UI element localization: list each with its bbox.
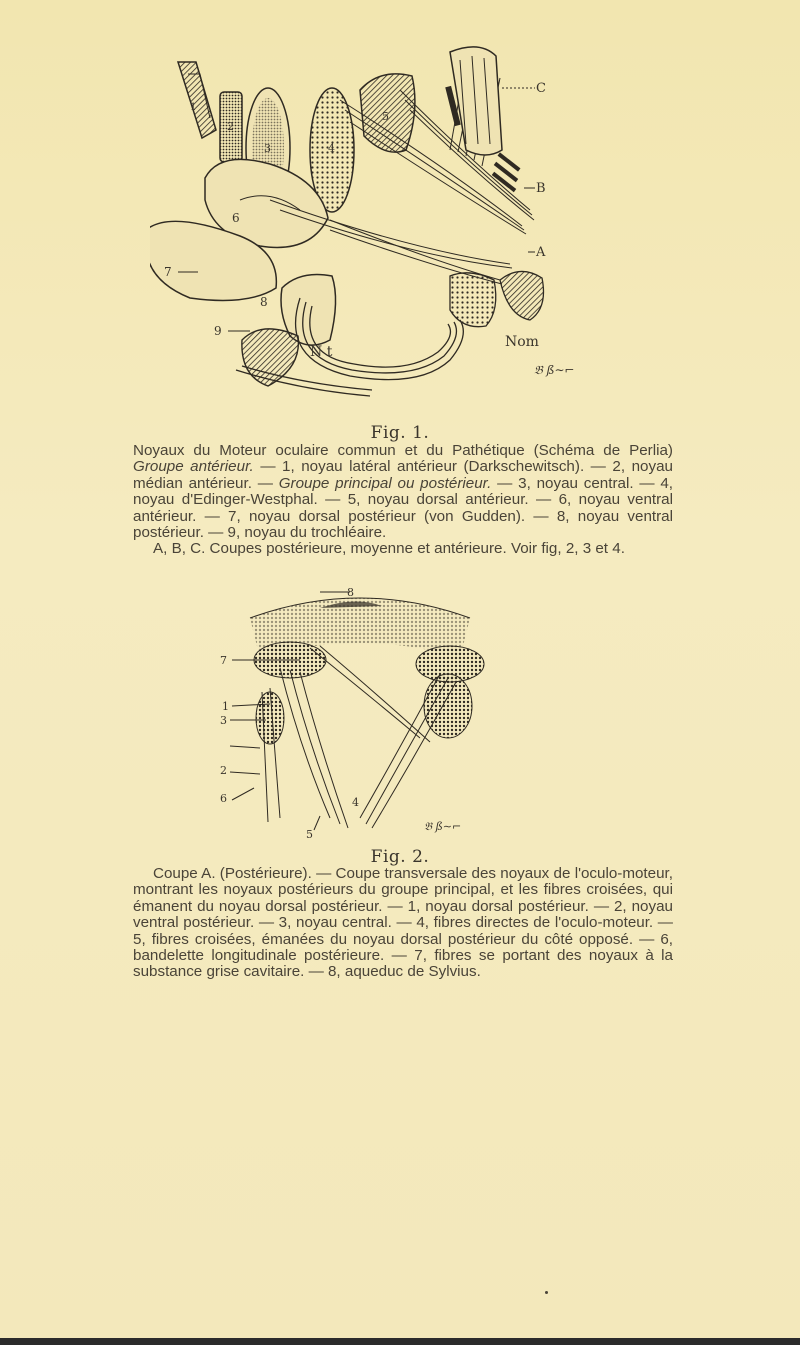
figure-2-caption	[133, 866, 673, 981]
fig1-label-8: 8	[260, 295, 268, 309]
nucleus-right-lower	[450, 271, 544, 326]
fig1-label-nom: Nom	[505, 334, 539, 350]
figure-1-title: Fig. 1.	[370, 423, 430, 443]
fig1-label-2: 2	[227, 120, 234, 133]
figure-2-title: Fig. 2.	[370, 847, 430, 867]
fig2-label-4: 4	[352, 796, 359, 809]
fig1-caption-groupe-post: Groupe principal ou postérieur.	[278, 474, 492, 492]
fig1-label-7: 7	[164, 265, 172, 279]
fig1-label-nt: N t	[310, 344, 333, 360]
fig1-signature: 𝔅 ß∼⌐	[534, 363, 575, 377]
fig2-label-7: 7	[220, 654, 227, 667]
fig2-caption-text: Coupe A. (Postérieure). — Coupe transversale des noyaux de l'oculo-moteur, montrant les noyaux postérieurs du groupe principal, et les fibres croisées, qui émanent du noyau dorsal postérieur. — 1, noyau dorsal postérieur. — 2, noyau ventral postérieur. — 3, noyau central. — 4, fibres directes de l'oculo-moteur. — 5, fibres croisées, émanées du noyau dorsal postérieur du côté opposé. — 6, bandelette longitudinale postérieure. — 7, fibres se portant des noyaux à la substance grise cavitaire. — 8, aqueduc de Sylvius.	[133, 865, 673, 981]
fig1-caption-intro: Noyaux du Moteur oculaire commun et du Pathétique (Schéma de Perlia)	[133, 442, 673, 459]
fig2-label-5: 5	[306, 828, 313, 840]
fig2-label-3: 3	[220, 714, 227, 727]
fig1-label-5: 5	[382, 110, 389, 123]
figure-2-diagram	[210, 588, 520, 840]
fig1-label-9: 9	[214, 324, 222, 338]
page-mark	[545, 1291, 548, 1294]
fig1-caption-part2: — 3, noyau central. — 4, noyau d'Edinger-Westphal. — 5, noyau dorsal antérieur. — 6, noyau ventral antérieur. — 7, noyau dorsal postérieur (von Gudden). — 8, noyau ventral postérieur. — 9, noyau du trochléaire.	[133, 474, 673, 542]
fig1-label-4: 4	[328, 142, 335, 155]
fig1-label-c: C	[536, 81, 546, 96]
fig1-label-b: B	[536, 181, 546, 196]
fig2-label-1: 1	[222, 700, 229, 713]
fig1-label-3: 3	[264, 142, 271, 155]
nucleus-1-shape	[178, 62, 216, 138]
fig2-label-8: 8	[347, 588, 354, 599]
fig1-caption-groupe-ant: Groupe antérieur.	[133, 458, 254, 476]
fig2-label-2: 2	[220, 764, 227, 777]
figure-1-diagram	[150, 40, 610, 400]
scan-edge	[0, 1338, 800, 1345]
anterior-column	[450, 47, 502, 155]
nucleus-9-shape	[242, 329, 299, 386]
fig2-label-6: 6	[220, 792, 227, 805]
fig1-caption-abc: A, B, C. Coupes postérieure, moyenne et antérieure. Voir fig, 2, 3 et 4.	[153, 540, 625, 558]
fig1-caption-part1: — 1, noyau latéral antérieur (Darkschewitsch). — 2, noyau médian antérieur. —	[133, 458, 673, 492]
fig1-label-a: A	[536, 245, 546, 260]
fig1-label-1: 1	[190, 102, 197, 113]
fig2-signature: 𝔅 ß∼⌐	[424, 820, 462, 833]
fig1-label-6: 6	[232, 211, 240, 225]
